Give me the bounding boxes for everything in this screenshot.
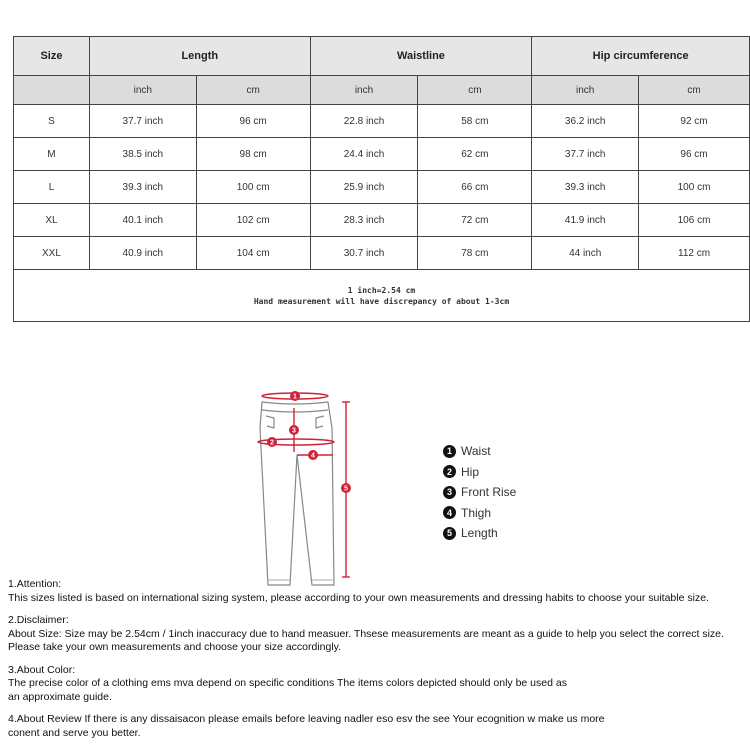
number-3-icon: 3	[443, 486, 456, 499]
legend-item-thigh	[443, 503, 516, 524]
size-chart-table	[13, 36, 750, 322]
length-cm-cell: 96 cm	[196, 105, 310, 138]
waist-cm-cell: 62 cm	[418, 138, 532, 171]
note-title: 1.Attention:	[8, 578, 62, 590]
size-cell: XXL	[14, 237, 90, 270]
marker-label: 2	[270, 439, 274, 447]
notes-section	[8, 578, 748, 749]
legend-label: Length	[461, 526, 498, 541]
length-cm-cell: 104 cm	[196, 237, 310, 270]
note-text: an approximate guide.	[8, 690, 112, 703]
measurement-legend	[443, 441, 516, 544]
note-text: conent and serve you better.	[8, 726, 141, 739]
hip-inch-cell: 37.7 inch	[532, 138, 639, 171]
note-row	[14, 270, 750, 322]
discrepancy-note: Hand measurement will have discrepancy of about 1-3cm	[253, 296, 510, 306]
note-disclaimer	[8, 614, 748, 655]
waist-cm-cell: 72 cm	[418, 204, 532, 237]
length-inch-cell: 40.1 inch	[89, 204, 196, 237]
marker-label: 5	[344, 485, 348, 493]
size-cell: M	[14, 138, 90, 171]
length-cm-cell: 102 cm	[196, 204, 310, 237]
units-row	[14, 76, 750, 105]
header-size: Size	[14, 37, 90, 76]
legend-item-hip	[443, 462, 516, 483]
waist-inch-cell: 25.9 inch	[310, 171, 418, 204]
note-text: Please take your own measurements and choose your size accordingly.	[8, 641, 342, 653]
hip-cm-cell: 96 cm	[639, 138, 750, 171]
waist-inch-cell: 22.8 inch	[310, 105, 418, 138]
hip-inch-cell: 44 inch	[532, 237, 639, 270]
marker-label: 4	[311, 452, 315, 460]
legend-item-front-rise	[443, 482, 516, 503]
marker-label: 1	[293, 393, 297, 401]
note-text: The precise color of a clothing ems mva depend on specific conditions The items colors depicted should only be used as	[8, 677, 567, 689]
hip-inch-cell: 41.9 inch	[532, 204, 639, 237]
header-hip: Hip circumference	[532, 37, 750, 76]
length-inch-cell: 37.7 inch	[89, 105, 196, 138]
note-text: About Size: Size may be 2.54cm / 1inch inaccuracy due to hand measuer. Thsese measurements are meant as a guide to help you select the correct size.	[8, 627, 724, 640]
legend-item-waist	[443, 441, 516, 462]
unit-cell: cm	[418, 76, 532, 105]
hip-inch-cell: 39.3 inch	[532, 171, 639, 204]
header-length: Length	[89, 37, 310, 76]
unit-blank	[14, 76, 90, 105]
unit-cell: inch	[89, 76, 196, 105]
table-row	[14, 204, 750, 237]
conversion-note: 1 inch=2.54 cm	[347, 285, 416, 295]
note-text: 4.About Review If there is any dissaisacon please emails before leaving nadler eso esv the see Your ecognition w make us more	[8, 713, 605, 725]
waist-inch-cell: 24.4 inch	[310, 138, 418, 171]
number-4-icon: 4	[443, 506, 456, 519]
unit-cell: inch	[532, 76, 639, 105]
marker-label: 3	[292, 427, 296, 435]
size-cell: L	[14, 171, 90, 204]
legend-item-length	[443, 523, 516, 544]
legend-label: Front Rise	[461, 485, 517, 500]
unit-cell: inch	[310, 76, 418, 105]
waist-inch-cell: 30.7 inch	[310, 237, 418, 270]
hip-inch-cell: 36.2 inch	[532, 105, 639, 138]
number-5-icon: 5	[443, 527, 456, 540]
note-title: 3.About Color:	[8, 663, 76, 676]
length-inch-cell: 40.9 inch	[89, 237, 196, 270]
number-1-icon: 1	[443, 445, 456, 458]
note-review	[8, 713, 748, 740]
table-row	[14, 138, 750, 171]
pants-measurement-diagram	[240, 380, 380, 590]
legend-label: Waist	[461, 444, 491, 459]
length-cm-cell: 98 cm	[196, 138, 310, 171]
hip-cm-cell: 100 cm	[639, 171, 750, 204]
note-attention	[8, 578, 748, 605]
table-row	[14, 171, 750, 204]
waist-inch-cell: 28.3 inch	[310, 204, 418, 237]
hip-cm-cell: 106 cm	[639, 204, 750, 237]
unit-cell: cm	[196, 76, 310, 105]
size-cell: XL	[14, 204, 90, 237]
length-inch-cell: 39.3 inch	[89, 171, 196, 204]
legend-label: Thigh	[461, 505, 492, 520]
length-cm-cell: 100 cm	[196, 171, 310, 204]
waist-cm-cell: 58 cm	[418, 105, 532, 138]
table-row	[14, 237, 750, 270]
note-text: This sizes listed is based on international sizing system, please according to your own measurements and dressing habits to choose your suitable size.	[8, 591, 709, 604]
waist-cm-cell: 66 cm	[418, 171, 532, 204]
size-cell: S	[14, 105, 90, 138]
header-waistline: Waistline	[310, 37, 532, 76]
table-row	[14, 105, 750, 138]
waist-cm-cell: 78 cm	[418, 237, 532, 270]
hip-cm-cell: 92 cm	[639, 105, 750, 138]
header-row	[14, 37, 750, 76]
note-color	[8, 664, 748, 705]
note-cell	[14, 270, 750, 322]
legend-label: Hip	[461, 464, 480, 479]
note-title: 2.Disclaimer:	[8, 614, 69, 626]
unit-cell: cm	[639, 76, 750, 105]
number-2-icon: 2	[443, 465, 456, 478]
hip-cm-cell: 112 cm	[639, 237, 750, 270]
length-inch-cell: 38.5 inch	[89, 138, 196, 171]
